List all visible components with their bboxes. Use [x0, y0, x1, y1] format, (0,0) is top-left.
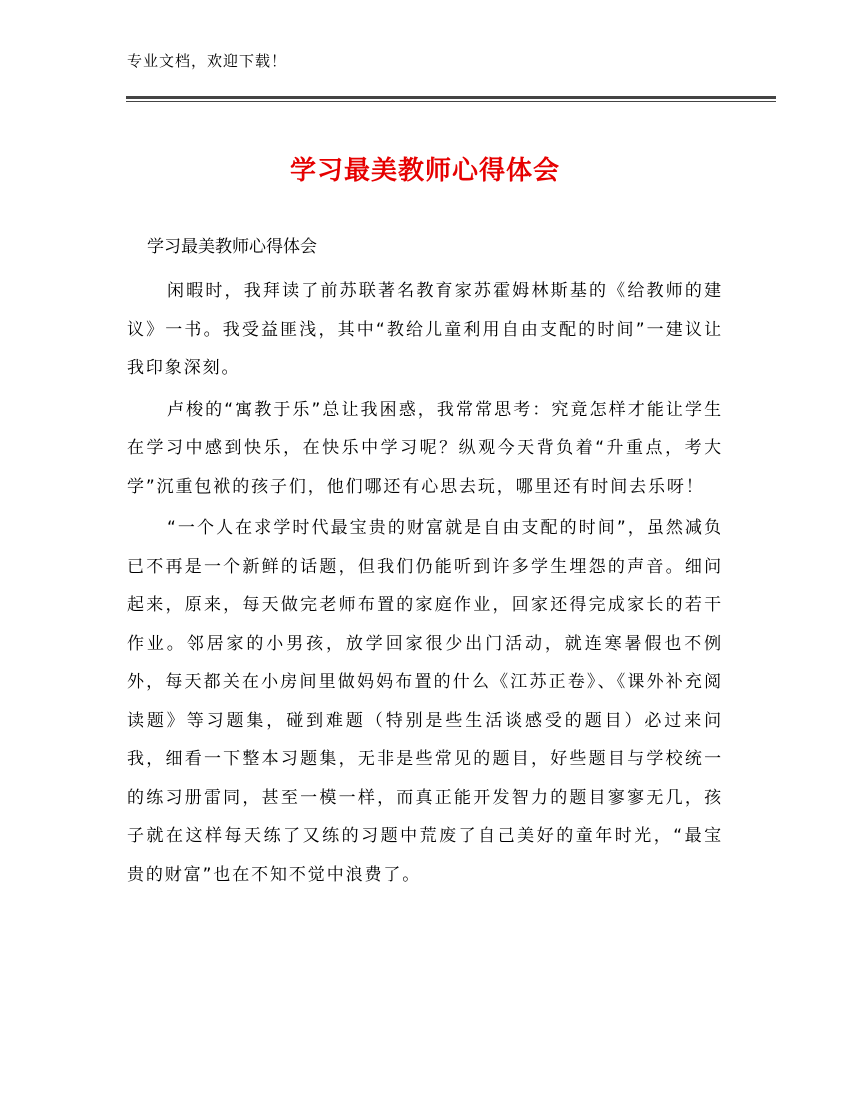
document-body: [127, 230, 723, 894]
page-header: 专业文档，欢迎下载！: [127, 52, 288, 70]
document-title: 学习最美教师心得体会: [289, 156, 560, 186]
section-subtitle: 学习最美教师心得体会: [147, 237, 317, 257]
paragraph-2: 卢梭的“寓教于乐”总让我困惑，我常常思考：究竟怎样才能让学生在学习中感到快乐，在快乐中学习呢？纵观今天背负着“升重点，考大学”沉重包袱的孩子们，他们哪还有心思去玩，哪里还有时间去乐呀！: [127, 399, 723, 497]
header-rule: [126, 96, 776, 99]
paragraph-3: “一个人在求学时代最宝贵的财富就是自由支配的时间”，虽然减负已不再是一个新鲜的话题，但我们仍能听到许多学生埋怨的声音。细问起来，原来，每天做完老师布置的家庭作业，回家还得完成家长的若干作业。邻居家的小男孩，放学回家很少出门活动，就连寒暑假也不例外，每天都关在小房间里做妈妈布置的什么《江苏正卷》、《课外补充阅读题》等习题集，碰到难题（特别是些生活谈感受的题目）必过来问我，细看一下整本习题集，无非是些常见的题目，好些题目与学校统一的练习册雷同，甚至一模一样，而真正能开发智力的题目寥寥无几，孩子就在这样每天练了又练的习题中荒废了自己美好的童年时光，“最宝贵的财富”也在不知不觉中浪费了。: [127, 518, 723, 885]
header-rule-thin: [126, 101, 776, 102]
paragraph-1: 闲暇时，我拜读了前苏联著名教育家苏霍姆林斯基的《给教师的建议》一书。我受益匪浅，其中“教给儿童利用自由支配的时间”一建议让我印象深刻。: [127, 281, 723, 378]
